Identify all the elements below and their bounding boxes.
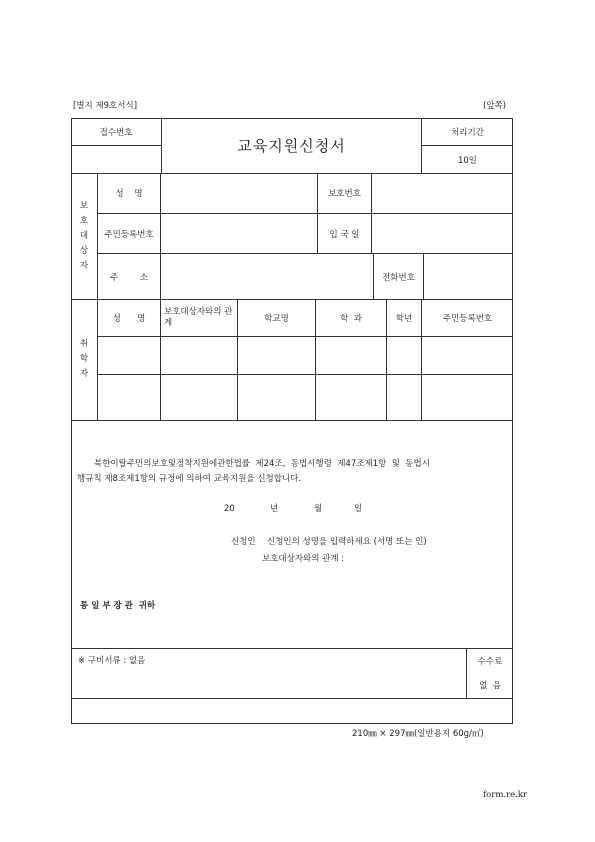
resident-number-label: 주민등록번호 xyxy=(104,229,154,240)
department-field[interactable] xyxy=(316,337,386,374)
school-name-field[interactable] xyxy=(238,375,315,420)
date-century: 20 xyxy=(224,504,235,514)
student-name-header: 성 명 xyxy=(112,314,146,324)
department-header: 학 과 xyxy=(340,314,362,324)
section-label-char: 호 xyxy=(79,215,89,226)
student-name-field[interactable] xyxy=(98,375,160,420)
name-label: 성 명 xyxy=(115,189,143,199)
section-label-char: 대 xyxy=(79,230,89,241)
form-reference: [별지 제9호서식] xyxy=(73,101,138,111)
processing-period-label: 처리기간 xyxy=(451,127,484,138)
relation-header: 보호대상자와의 관계 xyxy=(164,306,233,328)
grade-field[interactable] xyxy=(387,337,421,374)
protection-number-field[interactable] xyxy=(372,173,513,213)
applicant-label: 신청인 xyxy=(231,537,256,547)
phone-label: 전화번호 xyxy=(382,272,415,283)
entry-date-field[interactable] xyxy=(372,214,513,253)
section-label-char: 자 xyxy=(79,369,89,379)
page-side-label: (앞쪽) xyxy=(483,101,507,111)
school-name-header: 학교명 xyxy=(264,314,289,324)
fee-label: 수수료 xyxy=(477,657,503,667)
section-label-char: 자 xyxy=(79,260,89,271)
student-resident-number-header: 주민등록번호 xyxy=(442,314,493,324)
date-day-label: 일 xyxy=(354,504,363,514)
student-name-field[interactable] xyxy=(98,337,160,374)
student-resident-number-field[interactable] xyxy=(422,337,513,374)
address-field[interactable] xyxy=(161,254,373,299)
section-label-char: 상 xyxy=(79,245,89,256)
department-field[interactable] xyxy=(316,375,386,420)
school-name-field[interactable] xyxy=(238,337,315,374)
date-month-label: 월 xyxy=(314,504,323,514)
receipt-number-label: 접수번호 xyxy=(99,127,133,138)
date-year-label: 년 xyxy=(270,504,279,514)
form-title: 교육지원신청서 xyxy=(237,137,346,155)
student-resident-number-field[interactable] xyxy=(422,375,513,420)
processing-period-value: 10일 xyxy=(457,155,478,166)
section-label-char: 취 xyxy=(79,339,89,349)
address-label: 주 소 xyxy=(109,272,149,283)
divider xyxy=(71,648,513,649)
section-label-char: 보 xyxy=(79,200,89,211)
divider xyxy=(71,420,513,421)
protected-person-section-label xyxy=(71,173,97,299)
fee-value: 없 음 xyxy=(479,681,501,691)
relation-field[interactable] xyxy=(161,337,237,374)
divider xyxy=(71,698,513,699)
statement-line-2: 행규칙 제8조제1항의 규정에 의하여 교육지원을 신청합니다. xyxy=(77,474,302,484)
required-documents: ※ 구비서류 : 없음 xyxy=(78,656,146,666)
resident-number-field[interactable] xyxy=(161,214,317,253)
relation-statement: 보호대상자와의 관계 : xyxy=(262,554,345,564)
relation-field[interactable] xyxy=(161,375,237,420)
applicant-name-field[interactable]: 신청인의 성명을 입력하세요 (서명 또는 인) xyxy=(267,537,427,547)
name-field[interactable] xyxy=(161,173,317,213)
addressee: 통 일 부 장 관 귀하 xyxy=(80,601,156,611)
statement-line-1: 북한이탈주민의보호및정착지원에관한법률 제24조, 동법시행령 제47조제1항 및 동법시 xyxy=(94,459,430,469)
receipt-number-field[interactable] xyxy=(71,146,161,173)
phone-field[interactable] xyxy=(424,254,513,299)
source-watermark: form.re.kr xyxy=(483,790,528,800)
grade-field[interactable] xyxy=(387,375,421,420)
protection-number-label: 보호번호 xyxy=(328,189,361,199)
entry-date-label: 입 국 일 xyxy=(329,229,360,240)
grade-header: 학년 xyxy=(395,314,413,324)
paper-size-note: 210㎜ × 297㎜(일반용지 60g/㎡) xyxy=(352,729,484,739)
section-label-char: 학 xyxy=(79,354,89,364)
student-section-label xyxy=(71,299,97,420)
